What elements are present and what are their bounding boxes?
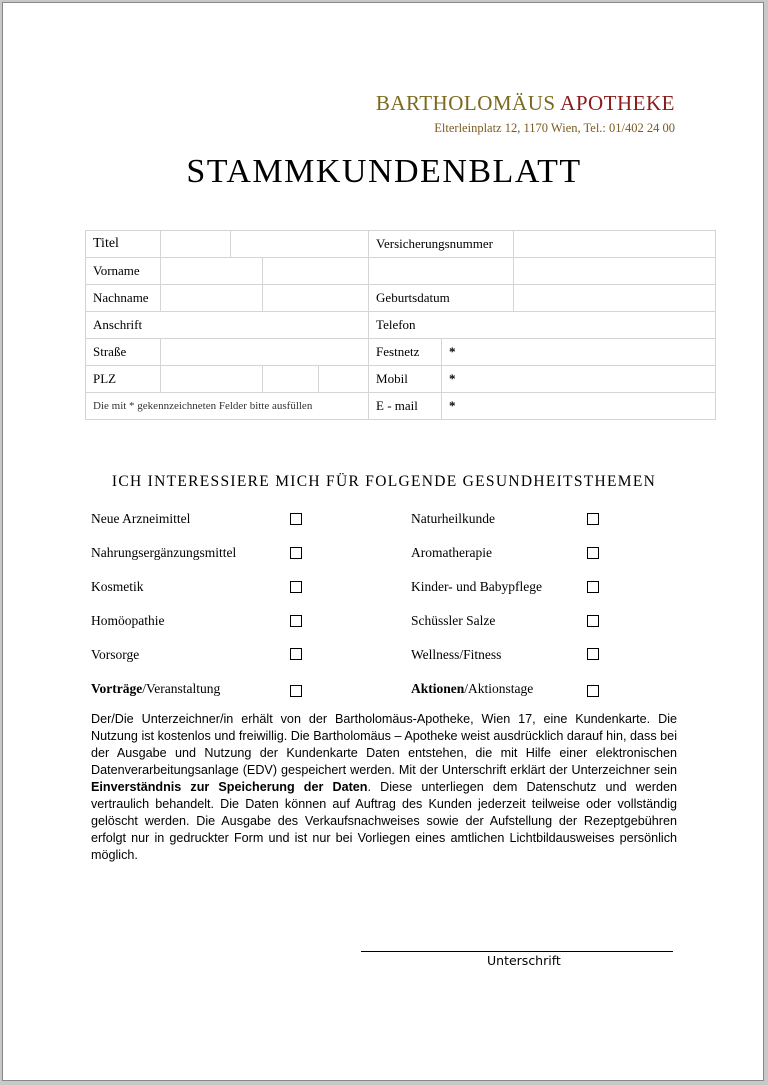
topic-label: Wellness/Fitness [411, 647, 502, 662]
checkbox-wellness-fitness[interactable] [587, 648, 599, 660]
topic-label-bold: Aktionen [411, 681, 465, 696]
ort-field[interactable] [263, 366, 319, 393]
required-fields-note: Die mit * gekennzeichneten Felder bitte ausfüllen [86, 393, 369, 420]
table-row [86, 231, 716, 258]
table-row [86, 312, 716, 339]
checkbox-vorsorge[interactable] [290, 648, 302, 660]
label-titel: Titel [86, 231, 161, 258]
label-email: E - mail [369, 393, 442, 420]
nachname-field-2[interactable] [263, 285, 369, 312]
versicherungsnummer-field[interactable] [514, 231, 716, 258]
signature-label: Unterschrift [487, 953, 561, 968]
consent-paragraph [91, 711, 677, 864]
topic-label: Nahrungsergänzungsmittel [91, 545, 237, 560]
plz-field[interactable] [161, 366, 263, 393]
customer-data-table [85, 230, 716, 420]
vorname-field[interactable] [161, 258, 263, 285]
titel-field-2[interactable] [231, 231, 369, 258]
topic-label-vortraege [91, 681, 220, 697]
checkbox-kinder-babypflege[interactable] [587, 581, 599, 593]
empty-cell [514, 258, 716, 285]
label-vorname: Vorname [86, 258, 161, 285]
titel-field[interactable] [161, 231, 231, 258]
topic-label: Kinder- und Babypflege [411, 579, 542, 594]
signature-line[interactable] [361, 951, 673, 952]
label-anschrift: Anschrift [86, 312, 369, 339]
festnetz-field[interactable]: * [442, 339, 716, 366]
topic-label: Naturheilkunde [411, 511, 495, 526]
topic-label-rest: /Aktionstage [464, 681, 534, 696]
table-row [86, 258, 716, 285]
geburtsdatum-field[interactable] [514, 285, 716, 312]
vorname-field-2[interactable] [263, 258, 369, 285]
table-row [86, 366, 716, 393]
consent-bold-text: Einverständnis zur Speicherung der Daten [91, 780, 368, 794]
checkbox-aromatherapie[interactable] [587, 547, 599, 559]
table-row [86, 285, 716, 312]
checkbox-homoeopathie[interactable] [290, 615, 302, 627]
mobil-field[interactable]: * [442, 366, 716, 393]
pharmacy-logo [375, 91, 675, 135]
table-row [86, 393, 716, 420]
label-telefon: Telefon [369, 312, 716, 339]
topic-label: Homöopathie [91, 613, 165, 628]
email-field[interactable]: * [442, 393, 716, 420]
topic-label: Neue Arzneimittel [91, 511, 191, 526]
ort-field-2[interactable] [319, 366, 369, 393]
interests-heading: ICH INTERESSIERE MICH FÜR FOLGENDE GESUNDHEITSTHEMEN [111, 473, 657, 490]
label-versicherungsnummer: Versicherungsnummer [369, 231, 514, 258]
checkbox-naturheilkunde[interactable] [587, 513, 599, 525]
topic-label-bold: Vorträge [91, 681, 143, 696]
checkbox-vortraege[interactable] [290, 685, 302, 697]
pharmacy-address: Elterleinplatz 12, 1170 Wien, Tel.: 01/402 24 00 [434, 121, 675, 135]
page-title: STAMMKUNDENBLATT [186, 153, 582, 190]
checkbox-nahrungsergaenzungsmittel[interactable] [290, 547, 302, 559]
label-mobil: Mobil [369, 366, 442, 393]
label-plz: PLZ [86, 366, 161, 393]
nachname-field[interactable] [161, 285, 263, 312]
table-row [86, 339, 716, 366]
topic-label: Aromatherapie [411, 545, 492, 560]
topic-label-aktionen [411, 681, 533, 697]
checkbox-kosmetik[interactable] [290, 581, 302, 593]
label-strasse: Straße [86, 339, 161, 366]
label-nachname: Nachname [86, 285, 161, 312]
topic-label: Vorsorge [91, 647, 140, 662]
checkbox-schuessler-salze[interactable] [587, 615, 599, 627]
empty-cell [369, 258, 514, 285]
consent-text: Der/Die Unterzeichner/in erhält von der Bartholomäus-Apotheke, Wien 17, eine Kundenkarte. Die Nutzung ist kostenlos und freiwillig. Die Bartholomäus – Apotheke weist ausdrücklich darauf hin, dass bei der Ausgabe und Nutzung der Kundenkarte Daten entstehen, die mit Hilfe einer elektronischen Datenverarbeitungsanlage (EDV) gespeichert werden. Mit der Unterschrift erklärt der Unterzeichner sein [91, 712, 677, 777]
consent-text-2: . Diese unterliegen dem Datenschutz und werden vertraulich behandelt. Die Daten können auf Auftrag des Kunden jederzeit teilweise oder vollständig gelöscht werden. Die Ausgabe des Verkaufsnachweises sowie der Aufstellung der Rezeptgebühren erfolgt nur in gedruckter Form und ist nur bei Vorliegen eines amtlichen Lichtbildausweises persönlich möglich. [91, 780, 677, 862]
topic-label-rest: /Veranstaltung [142, 681, 221, 696]
pharmacy-name-part2: APOTHEKE [560, 91, 675, 115]
topic-label: Kosmetik [91, 579, 144, 594]
label-geburtsdatum: Geburtsdatum [369, 285, 514, 312]
form-page [2, 2, 764, 1081]
checkbox-neue-arzneimittel[interactable] [290, 513, 302, 525]
pharmacy-name-part1: BARTHOLOMÄUS [375, 91, 556, 115]
strasse-field[interactable] [161, 339, 369, 366]
label-festnetz: Festnetz [369, 339, 442, 366]
checkbox-aktionen[interactable] [587, 685, 599, 697]
topic-label: Schüssler Salze [411, 613, 496, 628]
pharmacy-name [376, 91, 675, 116]
